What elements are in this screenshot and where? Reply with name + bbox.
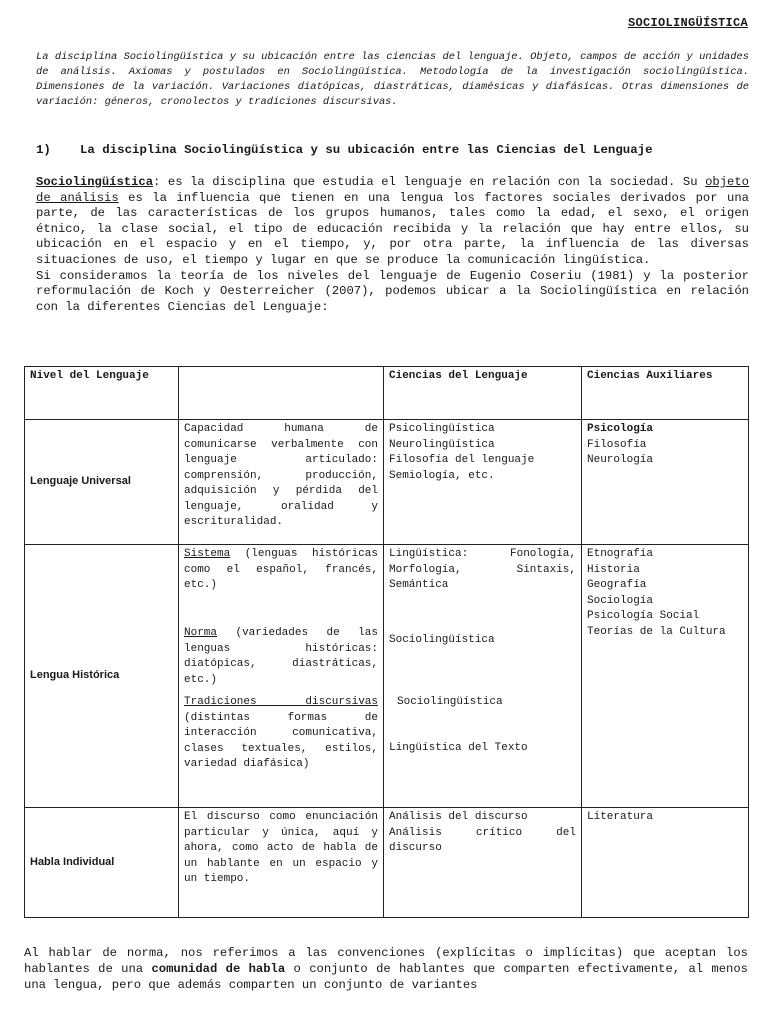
- document-header-title: SOCIOLINGÜÍSTICA: [627, 16, 748, 30]
- science-item: Análisis del discurso: [389, 811, 528, 823]
- science-item: Neurolingüística: [389, 438, 495, 451]
- intro-text: [36, 175, 749, 315]
- sciences-sistema: Lingüística: Fonología, Morfología, Sintaxis, Semántica: [389, 548, 576, 591]
- section-title: La disciplina Sociolingüística y su ubicación entre las Ciencias del Lenguaje: [80, 143, 653, 157]
- sciences-norma: Sociolingüística: [389, 634, 495, 646]
- term-comunidad-de-habla: comunidad de habla: [151, 962, 286, 976]
- historica-description: [179, 545, 384, 808]
- sciences-tradiciones-1: Sociolingüística: [397, 696, 503, 708]
- historica-auxiliary: [582, 545, 749, 808]
- table-row-habla: [25, 808, 749, 918]
- term-sistema: Sistema: [184, 548, 231, 560]
- auxiliary-item: Historia: [587, 563, 640, 576]
- table-row-universal: [25, 420, 749, 545]
- intro-paragraph-2: Si consideramos la teoría de los niveles del lenguaje de Eugenio Coseriu (1981) y la posterior reformulación de Koch y Oesterreicher (2007), podemos ubicar a la Sociolingüística en relación con la diferentes Ciencias del Lenguaje:: [36, 268, 749, 314]
- auxiliary-item: Filosofía: [587, 438, 647, 451]
- auxiliary-item: Psicología Social: [587, 610, 700, 622]
- header-cell-auxiliares: Ciencias Auxiliares: [582, 367, 749, 420]
- auxiliary-item: Neurología: [587, 454, 654, 466]
- header-cell-empty: [179, 367, 384, 420]
- sciences-tradiciones-2: Lingüística del Texto: [389, 742, 528, 754]
- auxiliary-item: Etnografía: [587, 548, 654, 560]
- term-norma: Norma: [184, 627, 218, 639]
- tradiciones-block: [184, 695, 378, 773]
- norma-text: (variedades de las lenguas históricas: diatópicas, diastráticas, etc.): [184, 627, 378, 686]
- level-lenguaje-universal: Lenguaje Universal: [25, 420, 179, 545]
- tradiciones-text: (distintas formas de interacción comunicativa, clases textuales, estilos, variedad diafásica): [184, 711, 378, 770]
- universal-description: Capacidad humana de comunicarse verbalmente con lenguaje articulado: comprensión, producción, adquisición y pérdida del lenguaje, oralidad y escrituralidad.: [179, 420, 384, 545]
- section-heading: [36, 143, 749, 157]
- science-item: Semiología, etc.: [389, 469, 495, 482]
- historica-sciences: [384, 545, 582, 808]
- term-tradiciones: Tradiciones discursivas: [184, 696, 378, 708]
- closing-text-a: Al hablar de norma, nos referimos a las convenciones (explícitas o implícitas) que aceptan los hablantes de una: [24, 946, 748, 976]
- habla-description: El discurso como enunciación particular y única, aquí y ahora, como acto de habla de un hablante en un espacio y un tiempo.: [179, 808, 384, 918]
- auxiliary-item: Psicología: [587, 423, 654, 435]
- language-levels-table: [24, 366, 749, 918]
- table-header-row: [25, 367, 749, 420]
- level-habla-individual: Habla Individual: [25, 808, 179, 918]
- norma-block: [184, 626, 378, 695]
- auxiliary-item: Sociología: [587, 594, 654, 607]
- table-row-historica: [25, 545, 749, 808]
- science-item: Psicolingüística: [389, 423, 495, 435]
- sistema-text: (lenguas históricas como el español, francés, etc.): [184, 548, 378, 591]
- intro-paragraph-1: [36, 175, 749, 269]
- universal-sciences: [384, 420, 582, 545]
- science-item: Filosofía del lenguaje: [389, 454, 535, 466]
- level-lengua-historica: Lengua Histórica: [25, 545, 179, 808]
- habla-auxiliary: Literatura: [582, 808, 749, 918]
- closing-paragraph: [24, 945, 748, 993]
- closing-text-b: o conjunto de hablantes que comparten efectivamente, al menos una lengua, pero que además comparten un conjunto de variantes: [24, 962, 748, 992]
- intro-text-b: es la influencia que tienen en una lengua los factores sociales derivados por una parte, de las características de los grupos humanos, tales como la edad, el sexo, el origen étnico, la clase social, el tipo de educación recibida y la relación que hay entre ellos, su ubicación en el espacio y en el tiempo, y, por otra parte, la influencia de las diversas situaciones de uso, el tiempo y lugar en que se produce la comunicación lingüística.: [36, 190, 749, 267]
- habla-sciences: [384, 808, 582, 918]
- auxiliary-item: Teorías de la Cultura: [587, 625, 726, 638]
- intro-text-a: : es la disciplina que estudia el lenguaje en relación con la sociedad. Su: [153, 175, 706, 189]
- science-item: Análisis crítico del discurso: [389, 826, 576, 854]
- universal-auxiliary: [582, 420, 749, 545]
- term-objeto-de-analisis: objeto de análisis: [36, 175, 749, 205]
- sistema-block: [184, 547, 378, 626]
- section-number: 1): [36, 143, 51, 157]
- term-sociolinguistica: Sociolingüística: [36, 175, 154, 189]
- abstract-paragraph: La disciplina Sociolingüística y su ubicación entre las ciencias del lenguaje. Objeto, campos de acción y unidades de análisis. Axiomas y postulados en Sociolingüística. Metodología de la investigación sociolingüística. Dimensiones de la variación. Variaciones diatópicas, diastráticas, diamésicas y diafásicas. Otras dimensiones de variación: géneros, cronolectos y tradiciones discursivas.: [36, 51, 749, 108]
- auxiliary-item: Geografía: [587, 579, 647, 591]
- header-cell-ciencias: Ciencias del Lenguaje: [384, 367, 582, 420]
- header-cell-nivel: Nivel del Lenguaje: [25, 367, 179, 420]
